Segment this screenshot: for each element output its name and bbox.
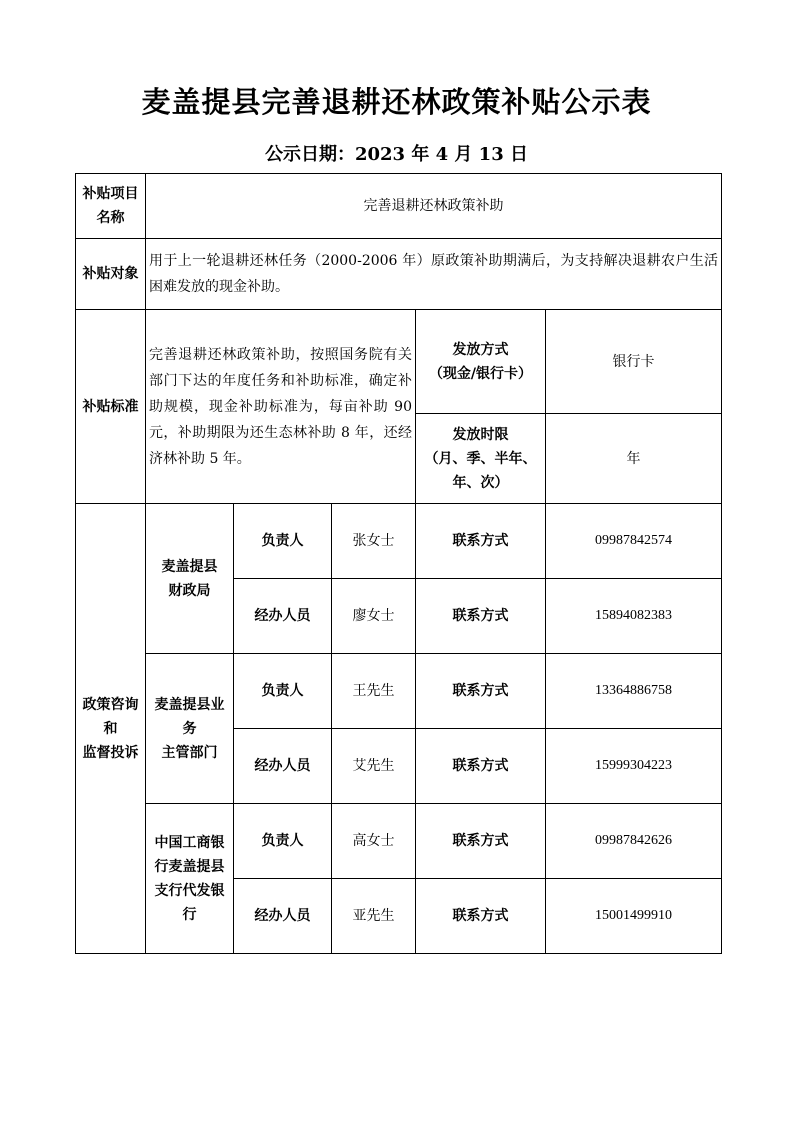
target-row <box>76 239 722 310</box>
org-name: 中国工商银 行麦盖提县 支行代发银 行 <box>146 804 234 954</box>
contact-method-label: 联系方式 <box>416 879 546 954</box>
publish-date: 公示日期：2023 年 4 月 13 日 <box>264 144 528 165</box>
phone-number: 13364886758 <box>546 654 722 729</box>
project-value: 完善退耕还林政策补助 <box>146 174 722 239</box>
target-label: 补贴对象 <box>76 239 146 310</box>
org-name: 麦盖提县业 务 主管部门 <box>146 654 234 804</box>
contacts-label: 政策咨询 和 监督投诉 <box>76 504 146 954</box>
target-value: 用于上一轮退耕还林任务（2000-2006 年）原政策补助期满后，为支持解决退耕农户生活困难发放的现金补助。 <box>146 239 722 310</box>
page-title: 麦盖提县完善退耕还林政策补贴公示表 <box>141 85 652 119</box>
contact-row <box>76 504 722 579</box>
standard-label: 补贴标准 <box>76 310 146 504</box>
role-label: 负责人 <box>234 654 332 729</box>
person-name: 艾先生 <box>332 729 416 804</box>
project-row <box>76 174 722 239</box>
role-label: 经办人员 <box>234 879 332 954</box>
person-name: 高女士 <box>332 804 416 879</box>
role-label: 负责人 <box>234 804 332 879</box>
role-label: 经办人员 <box>234 579 332 654</box>
standard-value: 完善退耕还林政策补助，按照国务院有关部门下达的年度任务和补助标准，确定补助规模，现金补助标准为，每亩补助 90 元，补助期限为还生态林补助 8 年，还经济林补助 5 年。 <box>146 310 416 504</box>
contact-row <box>76 804 722 879</box>
contact-method-label: 联系方式 <box>416 654 546 729</box>
role-label: 负责人 <box>234 504 332 579</box>
standard-row-1 <box>76 310 722 414</box>
person-name: 王先生 <box>332 654 416 729</box>
person-name: 张女士 <box>332 504 416 579</box>
phone-number: 09987842626 <box>546 804 722 879</box>
phone-number: 15999304223 <box>546 729 722 804</box>
method-value: 银行卡 <box>546 310 722 414</box>
contact-method-label: 联系方式 <box>416 804 546 879</box>
person-name: 亚先生 <box>332 879 416 954</box>
period-value: 年 <box>546 414 722 504</box>
contact-row <box>76 654 722 729</box>
period-label: 发放时限 （月、季、半年、 年、次） <box>416 414 546 504</box>
subsidy-table <box>75 173 722 954</box>
method-label: 发放方式 （现金/银行卡） <box>416 310 546 414</box>
contact-method-label: 联系方式 <box>416 579 546 654</box>
phone-number: 09987842574 <box>546 504 722 579</box>
org-name: 麦盖提县 财政局 <box>146 504 234 654</box>
contact-method-label: 联系方式 <box>416 504 546 579</box>
role-label: 经办人员 <box>234 729 332 804</box>
project-label: 补贴项目 名称 <box>76 174 146 239</box>
person-name: 廖女士 <box>332 579 416 654</box>
contact-method-label: 联系方式 <box>416 729 546 804</box>
phone-number: 15001499910 <box>546 879 722 954</box>
phone-number: 15894082383 <box>546 579 722 654</box>
